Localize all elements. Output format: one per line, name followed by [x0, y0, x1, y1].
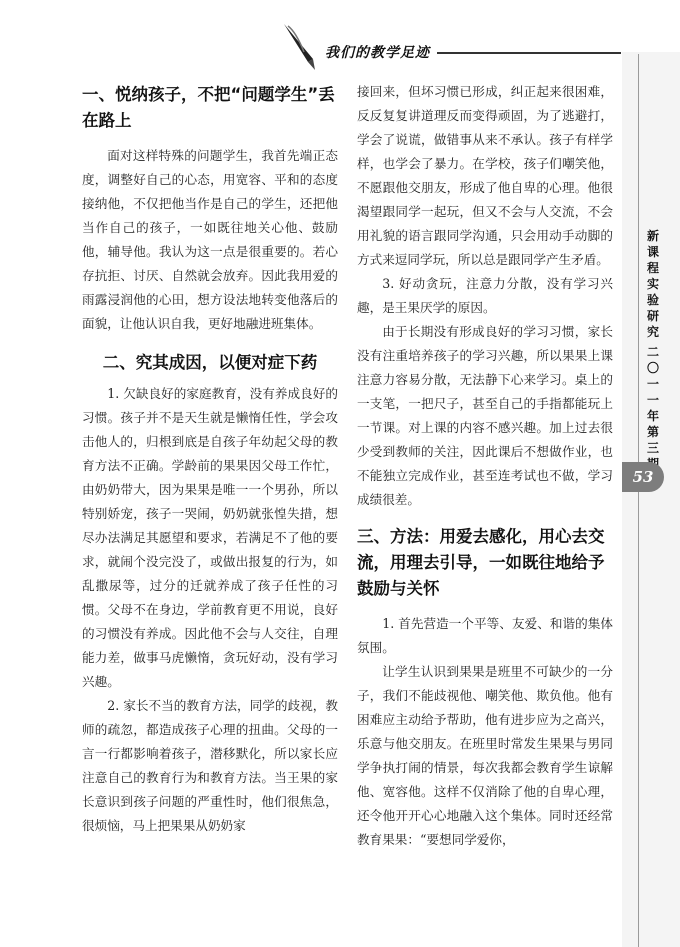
- header-rule: [437, 52, 621, 54]
- journal-name: 新课程实验研究: [646, 229, 659, 339]
- paragraph: 3. 好动贪玩，注意力分散，没有学习兴趣，是王果厌学的原因。: [357, 276, 613, 315]
- paragraph: 接回来，但坏习惯已形成，纠正起来很困难，反反复复讲道理反而变得顽固，为了逃避打，学会了说谎，做错事从来不承认。孩子有样学样，也学会了暴力。在学校，孩子们嘲笑他，不愿跟他交朋友，形成了他自卑的心理。他很渴望跟同学一起玩，但又不会与人交流，不会用礼貌的语言跟同学沟通，只会用动手动脚的方式来逗同学玩，所以总是跟同学产生矛盾。: [357, 84, 613, 267]
- sidebar: [622, 52, 680, 947]
- paragraph: 1. 欠缺良好的家庭教育，没有养成良好的习惯。孩子并不是天生就是懒惰任性，学会攻击他人的，归根到底是自孩子年幼起父母的教育方法不正确。学龄前的果果因父母工作忙，由奶奶带大，因为果果是唯一一个男孙，所以特别娇宠，孩子一哭闹，奶奶就张惶失措，想尽办法满足其愿望和要求，若满足不了他的要求，就闹个没完没了，或做出报复的行为，如乱撒尿等，过分的迁就养成了孩子任性的习惯。父母不在身边，学前教育更不用说，良好的习惯没有养成。因此他不会与人交往，自理能力差，做事马虎懒惰，贪玩好动，没有学习兴趣。: [82, 386, 338, 689]
- sidebar-divider: [638, 54, 639, 947]
- paragraph: 1. 首先营造一个平等、友爱、和谐的集体氛围。: [357, 616, 613, 655]
- journal-issue: 二〇一一年第三: [646, 345, 659, 455]
- section-heading-2: 二、究其成因，以便对症下药: [102, 353, 318, 372]
- pen-icon: [282, 22, 322, 72]
- right-column: [357, 80, 613, 852]
- left-column: [82, 80, 338, 838]
- paragraph: 2. 家长不当的教育方法，同学的歧视，教师的疏忽，都造成孩子心理的扭曲。父母的一言一行都影响着孩子，潜移默化，所以家长应注意自己的教育行为和教育方法。当王果的家长意识到孩子问题的严重性时，他们很焦急，很烦恼，马上把果果从奶奶家: [82, 698, 338, 833]
- section-heading-3: 三、方法：用爱去感化，用心去交流，用理去引导，一如既往地给予鼓励与关怀: [357, 527, 605, 598]
- paragraph: 面对这样特殊的问题学生，我首先端正态度，调整好自己的心态，用宽容、平和的态度接纳他，不仅把他当作是自己的学生，还把他当作自己的孩子，一如既往地关心他、鼓励他，辅导他。我认为这一点是很重要的。若心存抗拒、讨厌、自然就会放弃。因此我用爱的雨露浸润他的心田，想方设法地转变他落后的面貌，让他认识自我，更好地融进班集体。: [82, 148, 338, 331]
- header-title: 我们的教学足迹: [325, 45, 430, 61]
- paragraph: 让学生认识到果果是班里不可缺少的一分子，我们不能歧视他、嘲笑他、欺负他。他有困难应主动给予帮助，他有进步应为之高兴，乐意与他交朋友。在班里时常发生果果与男同学争执打闹的情景，每次我都会教育学生谅解他、宽容他。这样不仅消除了他的自卑心理，还令他开开心心地融入这个集体。同时还经常教育果果：“要想同学爱你，: [357, 664, 613, 847]
- paragraph: 由于长期没有形成良好的学习习惯，家长没有注重培养孩子的学习兴趣，所以果果上课注意力容易分散，无法静下心来学习。桌上的一支笔，一把尺子，甚至自己的手指都能玩上一节课。对上课的内容不感兴趣。加上过去很少受到教师的关注，因此课后不想做作业，也不能独立完成作业，甚至连考试也不做，学习成绩很差。: [357, 324, 613, 507]
- page-header: [0, 0, 680, 80]
- section-heading-1: 一、悦纳孩子，不把“问题学生”丢在路上: [82, 85, 335, 130]
- page-number: 53: [622, 462, 664, 492]
